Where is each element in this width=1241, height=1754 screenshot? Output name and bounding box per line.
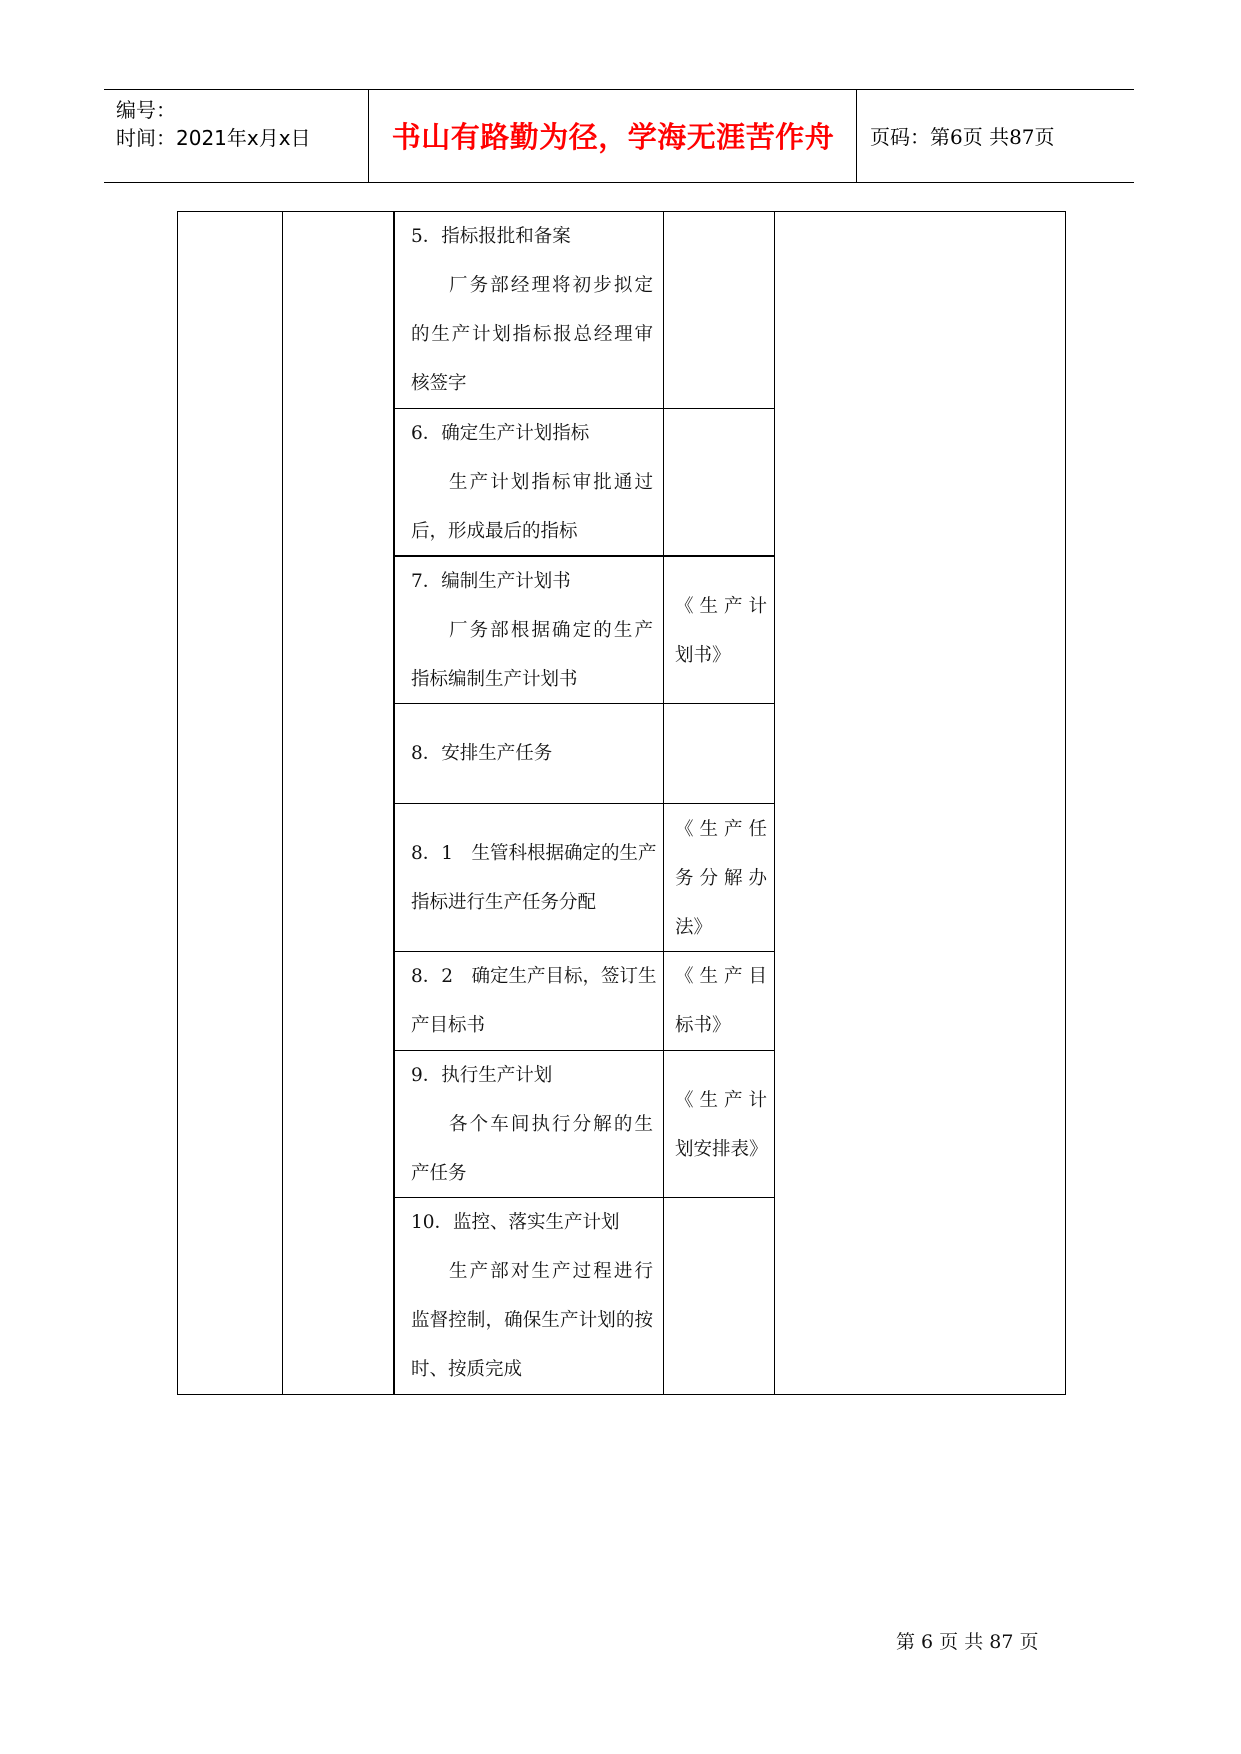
process-step-cell [400, 212, 663, 408]
document-name: 《生产任 [675, 819, 774, 840]
process-step-text: 核签字 [411, 373, 467, 394]
document-cell [663, 805, 774, 951]
process-step-cell [400, 1051, 663, 1197]
column-rule [774, 212, 775, 1394]
process-step-text: 产目标书 [411, 1015, 486, 1036]
document-name: 《生产目 [675, 966, 774, 987]
column-rule [282, 212, 283, 1394]
document-name: 划书》 [675, 645, 731, 666]
process-step-cell [400, 952, 663, 1050]
process-step-text: 各个车间执行分解的生 [449, 1114, 653, 1135]
header-page-info: 页码：第6页 共87页 [870, 125, 1055, 149]
process-step-text: 厂务部经理将初步拟定 [449, 275, 653, 296]
process-step-text: 生产部对生产过程进行 [449, 1261, 653, 1282]
header-meta [116, 96, 311, 152]
process-step-title: 6．确定生产计划指标 [411, 423, 590, 444]
document-cell [663, 952, 774, 1050]
process-step-title: 10．监控、落实生产计划 [411, 1212, 620, 1233]
process-step-text: 指标进行生产任务分配 [411, 892, 597, 913]
document-name: 标书》 [675, 1015, 731, 1036]
document-name: 划安排表》 [675, 1139, 768, 1160]
page-header [104, 89, 1134, 183]
process-step-cell [400, 557, 663, 703]
header-motto: 书山有路勤为径，学海无涯苦作舟 [391, 120, 835, 154]
process-step-title: 7．编制生产计划书 [411, 571, 571, 592]
document-name: 务分解办 [675, 868, 774, 889]
process-table [177, 211, 1066, 1395]
document-name: 法》 [675, 917, 713, 938]
process-step-text: 厂务部根据确定的生产 [449, 620, 653, 641]
process-step-text: 后，形成最后的指标 [411, 521, 578, 542]
process-step-text: 产任务 [411, 1163, 467, 1184]
process-step-text: 监督控制，确保生产计划的按 [411, 1310, 653, 1331]
process-step-text: 时、按质完成 [411, 1359, 523, 1380]
document-date: 时间：2021年x月x日 [116, 126, 311, 150]
process-step-cell [400, 704, 663, 803]
process-step-title: 9．执行生产计划 [411, 1065, 553, 1086]
document-name: 《生产计 [675, 1090, 774, 1111]
process-step-title: 8．安排生产任务 [411, 743, 553, 764]
process-step-cell [400, 1198, 663, 1394]
row-rule [394, 803, 774, 804]
document-number-label: 编号： [116, 98, 176, 122]
header-divider [368, 90, 369, 182]
process-step-cell [400, 409, 663, 555]
document-name: 《生产计 [675, 596, 774, 617]
process-step-title: 8．2 确定生产目标，签订生 [411, 966, 657, 987]
process-step-title: 5．指标报批和备案 [411, 226, 571, 247]
page-footer: 第 6 页 共 87 页 [896, 1631, 1039, 1653]
header-divider [856, 90, 857, 182]
document-cell [663, 1076, 774, 1176]
process-step-title: 8．1 生管科根据确定的生产 [411, 843, 657, 864]
process-step-cell [400, 829, 663, 949]
document-cell [663, 582, 774, 682]
process-step-text: 的生产计划指标报总经理审 [411, 324, 653, 345]
process-step-text: 指标编制生产计划书 [411, 669, 578, 690]
process-step-text: 生产计划指标审批通过 [449, 472, 653, 493]
